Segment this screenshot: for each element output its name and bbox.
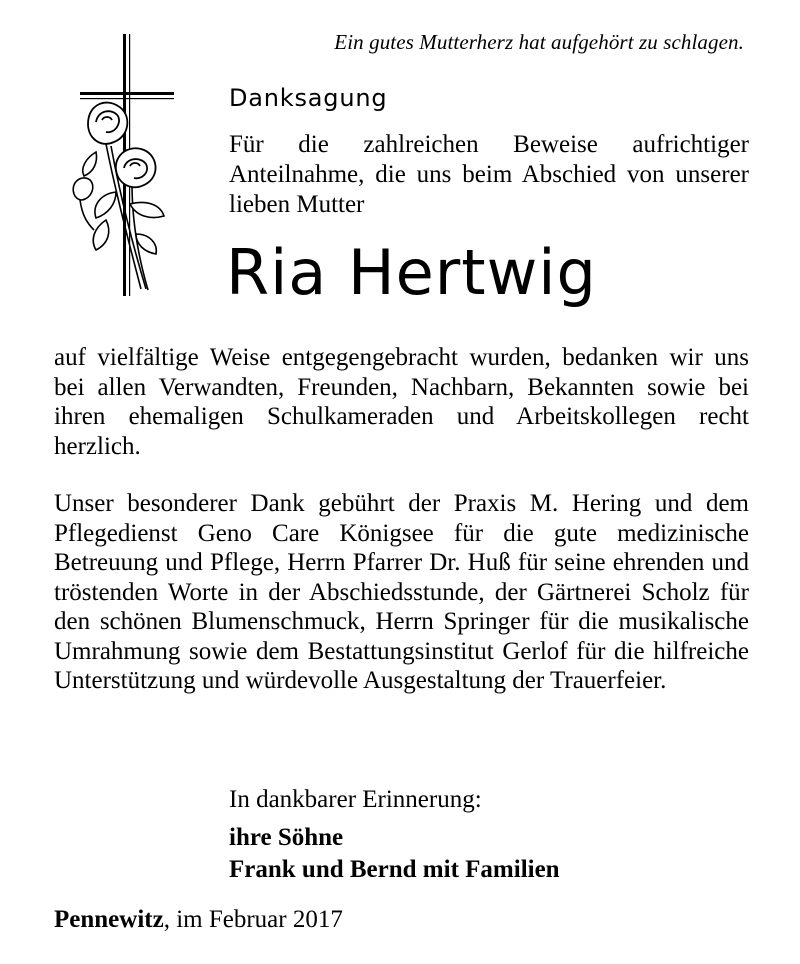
footer <box>54 906 343 934</box>
footer-date: , im Februar 2017 <box>163 906 343 933</box>
closing-line: In dankbarer Erinnerung: <box>229 786 482 813</box>
cross-with-roses-icon <box>66 34 182 296</box>
heading: Danksagung <box>229 84 388 112</box>
footer-place: Pennewitz <box>54 906 164 933</box>
signers-line-1: ihre Söhne <box>229 824 344 851</box>
thanks-paragraph-1: auf vielfältige Weise entgegengebracht wurden, bedanken wir uns bei allen Verwandten, Freunden, Nachbarn, Bekannten sowie bei ihren ehemaligen Schulkameraden und Arbeitskollegen recht herzlich. <box>54 344 749 460</box>
signers <box>229 822 560 886</box>
signers-line-2: Frank und Bernd mit Familien <box>229 856 560 883</box>
motto: Ein gutes Mutterherz hat aufgehört zu schlagen. <box>334 30 744 54</box>
intro-text: Für die zahlreichen Beweise aufrichtiger Anteilnahme, die uns beim Abschied von unserer lieben Mutter <box>229 131 749 218</box>
thanks-paragraph-2: Unser besonderer Dank gebührt der Praxis M. Hering und dem Pflegedienst Geno Care Königsee für die gute medizinische Betreuung und Pflege, Herrn Pfarrer Dr. Huß für seine ehrenden und tröstenden Worte in der Abschiedsstunde, der Gärtnerei Scholz für den schönen Blumenschmuck, Herrn Springer für die musikalische Umrahmung sowie dem Bestattungsinstitut Gerlof für die hilfreiche Unterstützung und würdevolle Ausgestaltung der Trauerfeier. <box>54 490 749 694</box>
deceased-name: Ria Hertwig <box>226 236 597 309</box>
